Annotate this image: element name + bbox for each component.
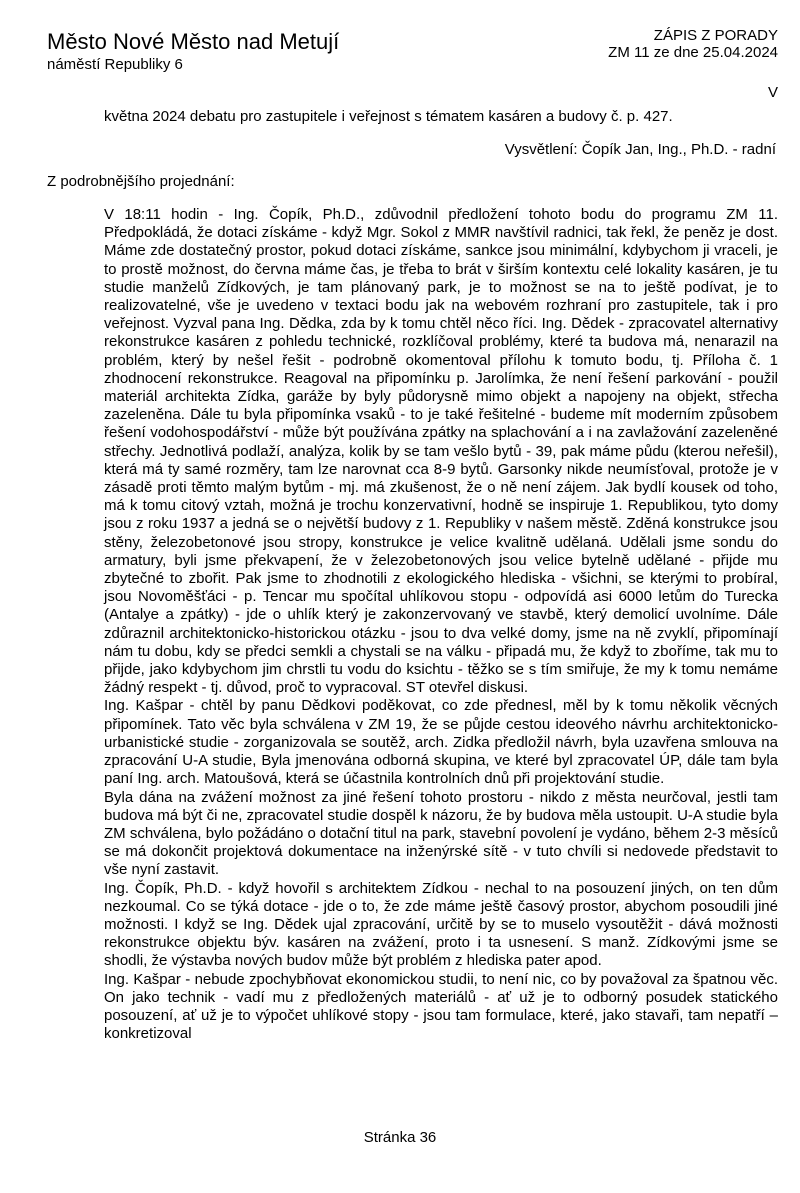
section-numeral: V xyxy=(767,84,778,101)
paragraph: Ing. Kašpar - chtěl by panu Dědkovi poděkovat, co zde přednesl, měl by k tomu několik věcných připomínek. Tato věc byla schválena v ZM 19, že se půjde cestou ideového návrhu architektonicko-urbanistické studie - zorganizovala se soutěž, arch. Zidka předložil návrh, byla uzavřena smlouva na zpracování U-A studie, Byla jmenována odborná skupina, ve které byl zpracovatel ÚP, dále tam byla paní Ing. arch. Matoušová, která se účastnila kontrolních dnů při projektování studie. xyxy=(104,697,778,788)
document-type: ZÁPIS Z PORADY xyxy=(653,27,778,44)
explainer-line: Vysvětlení: Čopík Jan, Ing., Ph.D. - radní xyxy=(504,141,776,158)
document-info xyxy=(608,27,778,61)
paragraph: Ing. Čopík, Ph.D. - když hovořil s architektem Zídkou - nechal to na posouzení jiných, on ten dům nezkoumal. Co se týká dotace - jde o to, že zde máme ještě časový prostor, abychom posoudili jiné možnosti. I když se Ing. Dědek ujal zpracování, určitě by se to muselo vysoutěžit - dává možnosti rekonstrukce objektu býv. kasáren na zvážení, proto i ta usnesení. S manž. Zídkovými jsme se shodli, že výstavba nových budov může být problém z hlediska pater apod. xyxy=(104,879,778,970)
page-number: Stránka 36 xyxy=(363,1129,437,1146)
paragraph: V 18:11 hodin - Ing. Čopík, Ph.D., zdůvodnil předložení tohoto bodu do programu ZM 11. Předpokládá, že dotaci získáme - když Mgr. Sokol z MMR navštívil radnici, tak řekl, že peněz je dost. Máme zde dostatečný prostor, pokud dotaci získáme, sankce jsou minimální, kdybychom ji vraceli, je to prostě možnost, do června máme čas, je třeba to brát v širším kontextu celé lokality kasáren, je tu studie manželů Zídkových, je tam plánovaný park, je to možnost se na to ještě podívat, je to realizovatelné, vše je uvedeno v textaci bodu jak na webovém rozhraní pro zastupitele, tak i pro veřejnost. Vyzval pana Ing. Dědka, zda by k tomu chtěl něco říci. Ing. Dědek - zpracovatel alternativy rekonstrukce kasáren z pohledu technické, rozklíčoval problémy, které ta budova má, nenarazil na problém, který by nešel řešit - podrobně okomentoval přílohu k tomuto bodu, tj. Příloha č. 1 zhodnocení rekonstrukce. Reagoval na připomínku p. Jarolímka, že není řešení parkování - použil materiál architekta Zídka, garáže by byly půdorysně mimo objekt a napojeny na objekt, střecha zazeleněna. Dále tu byla připomínka vsaků - to je také řešitelné - budeme mít moderním způsobem řešení vodohospodářství - může být používána zpátky na splachování a i na zavlažování zazeleněné střechy. Jednotlivá podlaží, analýza, kolik by se tam vešlo bytů - 39, pak máme půdu (kterou neřešil), která má ty samé rozměry, tam lze narovnat cca 8-9 bytů. Garsonky nikde neumísťoval, protože je v zásadě proti těmto malým bytům - mj. má zkušenost, že o ně není zájem. Jak bydlí kousek od toho, má k tomu citový vztah, možná je trochu konzervativní, hodně se inspiruje 1. Republikou, tyto domy jsou z roku 1937 a jedná se o největší budovy z 1. Republiky v našem městě. Zděná konstrukce jsou stěny, železobetonové jsou stropy, konstrukce je velice kvalitně udělaná. Udělali jsme sondu do armatury, byli jsme překvapení, že v železobetonových jsou velice bytelně udělané - přijde mu zbytečné to zbořit. Pak jsme to zhodnotili z ekologického hlediska - všichni, se kterými to probíral, jsou Novoměšťáci - p. Tencar mu spočítal uhlíkovou stopu - odpovídá asi 6000 letům do Turecka (Antalye a zpátky) - jde o uhlík který je zakonzervovaný ve stavbě, který demolicí uvolníme. Dále zdůraznil architektonicko-historickou otázku - jsou to dva velké domy, jsme na ně zvyklí, připomínají nám tu dobu, kdy se předci semkli a chystali se na válku - připadá mu, že když to zboříme, tak mu to přijde, jako kdybychom jim chrstli tu vodu do ksichtu - těžko se s tím smiřuje, že my k tomu nemáme žádný respekt - tj. důvod, proč to vypracoval. ST otevřel diskusi. xyxy=(104,206,778,697)
town-name: Město Nové Město nad Metují xyxy=(47,29,340,54)
minutes-body xyxy=(104,206,778,1043)
section-heading: Z podrobnějšího projednání: xyxy=(47,173,235,190)
town-address: náměstí Republiky 6 xyxy=(47,56,183,73)
paragraph: Ing. Kašpar - nebude zpochybňovat ekonomickou studii, to není nic, co by považoval za špatnou věc. On jako technik - vadí mu z předložených materiálů - ať už je to odborný posudek statického posouzení, ať už je to výpočet uhlíkové stopy - jsou tam formulace, které, jako stavaři, tam nepatří – konkretizoval xyxy=(104,970,778,1043)
letterhead xyxy=(47,28,339,74)
document-reference: ZM 11 ze dne 25.04.2024 xyxy=(608,44,778,61)
paragraph: Byla dána na zvážení možnost za jiné řešení tohoto prostoru - nikdo z města neurčoval, jestli tam budova má být či ne, zpracovatel studie dospěl k názoru, že by budova měla ustoupit. U-A studie byla ZM schválena, bylo požádáno o dotační titul na park, stavební povolení je vydáno, během 2-3 měsíců se má dokončit projektová dokumentace na inženýrské sítě - v tuto chvíli si nedovede představit to vše nyní zastavit. xyxy=(104,788,778,879)
continuation-line: května 2024 debatu pro zastupitele i veřejnost s tématem kasáren a budovy č. p. 427. xyxy=(104,108,673,125)
